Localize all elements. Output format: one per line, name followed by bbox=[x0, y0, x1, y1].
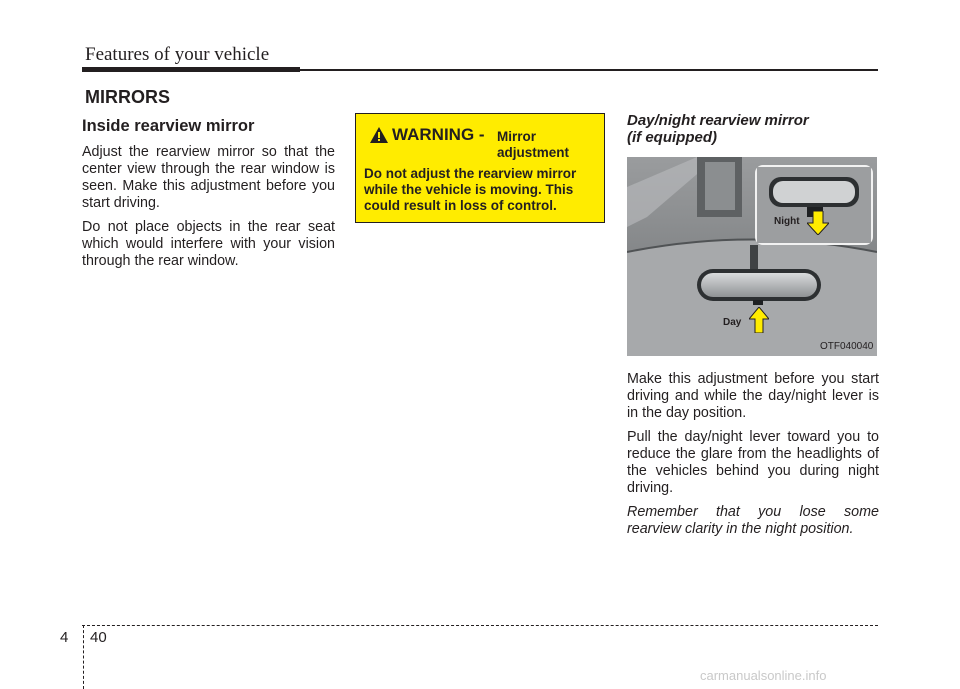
paragraph: Adjust the rearview mirror so that the center view through the rear window is seen. Make this adjustment before you start driving. bbox=[82, 144, 335, 211]
left-column bbox=[82, 116, 335, 277]
warning-topic bbox=[497, 129, 607, 161]
page-header-title: Features of your vehicle bbox=[85, 44, 270, 65]
footer-rule bbox=[82, 625, 878, 626]
night-arrow-icon bbox=[807, 211, 829, 235]
header-rule-thick bbox=[82, 67, 300, 72]
warning-box bbox=[355, 113, 605, 223]
page-number: 40 bbox=[90, 629, 107, 646]
warning-body: Do not adjust the rearview mirror while the vehicle is moving. This could result in loss of control. bbox=[364, 166, 577, 213]
night-label: Night bbox=[774, 216, 800, 227]
paragraph: Pull the day/night lever toward you to reduce the glare from the headlights of the vehicles behind you during night driving. bbox=[627, 429, 879, 496]
warning-topic-line: Mirror bbox=[497, 129, 537, 144]
section-title: MIRRORS bbox=[85, 87, 170, 107]
day-label: Day bbox=[723, 317, 742, 328]
warning-topic-line: adjustment bbox=[497, 145, 570, 160]
heading-line: Day/night rearview mirror bbox=[627, 112, 809, 129]
heading-line: (if equipped) bbox=[627, 129, 717, 146]
day-arrow-icon bbox=[749, 307, 769, 333]
warning-triangle-icon bbox=[370, 127, 388, 143]
section-number: 4 bbox=[60, 629, 69, 646]
italic-note: Remember that you lose some rearview clarity in the night position. bbox=[627, 504, 879, 537]
right-column bbox=[627, 371, 879, 545]
paragraph: Do not place objects in the rear seat which would interfere with your vision through the rear window. bbox=[82, 219, 335, 269]
header-rule-thin bbox=[300, 69, 878, 71]
footer-divider bbox=[83, 625, 84, 689]
day-night-heading bbox=[627, 112, 879, 146]
warning-label: WARNING - bbox=[392, 125, 485, 144]
watermark: carmanualsonline.info bbox=[700, 668, 827, 683]
paragraph: Make this adjustment before you start driving and while the day/night lever is in the day position. bbox=[627, 371, 879, 421]
figure-code: OTF040040 bbox=[820, 341, 874, 352]
mirror-illustration bbox=[627, 157, 877, 356]
inside-mirror-heading: Inside rearview mirror bbox=[82, 117, 255, 135]
